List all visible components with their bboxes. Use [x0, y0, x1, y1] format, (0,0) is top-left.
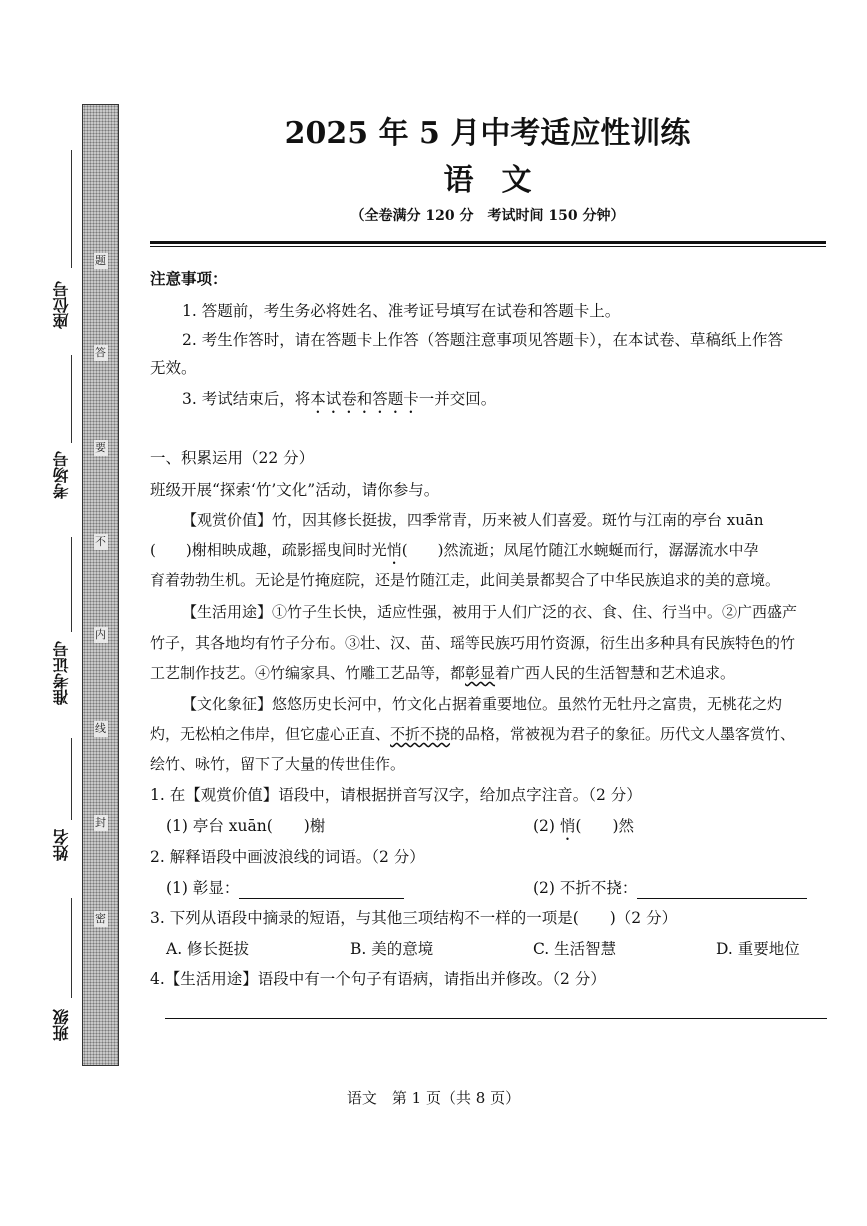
- section-heading: 一、积累运用（22 分）: [150, 449, 315, 467]
- part-text: (2): [533, 817, 560, 835]
- question-3: 3. 下列从语段中摘录的短语，与其他三项结构不一样的一项是( )（2 分）: [150, 909, 678, 927]
- header-rule: [150, 241, 826, 244]
- para-text: 的品格，常被视为君子的象征。历代文人墨客赏竹、: [450, 725, 796, 743]
- strip-char: 不: [95, 535, 106, 548]
- para-text: ( )然流逝；凤尾竹随江水蜿蜒而行，潺潺流水中孕: [401, 541, 759, 559]
- part-text: ( )然: [575, 817, 635, 835]
- wavy-underlined-term: 彰显: [465, 664, 496, 682]
- para3-line3: 绘竹、咏竹，留下了大量的传世佳作。: [150, 755, 406, 773]
- para1-line2: [150, 539, 758, 568]
- name-label: 姓名: [52, 829, 71, 861]
- question-2: 2. 解释语段中画波浪线的词语。（2 分）: [150, 848, 425, 866]
- seat-number-line[interactable]: [71, 150, 72, 268]
- option-a[interactable]: A. 修长挺拔: [166, 940, 250, 958]
- para2-line1: 【生活用途】①竹子生长快，适应性强，被用于人们广泛的衣、食、住、行当中。②广西盛产: [182, 603, 798, 621]
- name-line[interactable]: [71, 738, 72, 820]
- para-text: 工艺制作技艺。④竹编家具、竹雕工艺品等，都: [150, 664, 466, 682]
- dotted-char: 悄: [386, 541, 402, 559]
- question-1-part-1[interactable]: (1) 亭台 xuān( )榭: [166, 817, 326, 835]
- notice-item-1: 1. 答题前，考生务必将姓名、准考证号填写在试卷和答题卡上。: [182, 302, 621, 320]
- header-rule: [150, 246, 826, 247]
- seat-number-label: 座位号: [52, 281, 71, 329]
- para1-line1: 【观赏价值】竹，因其修长挺拔，四季常青，历来被人们喜爱。斑竹与江南的亭台 xuān: [182, 511, 764, 529]
- para2-line3: [150, 662, 735, 684]
- option-b[interactable]: B. 美的意境: [350, 940, 434, 958]
- class-label: 班级: [52, 1009, 71, 1041]
- para-text: 着广西人民的生活智慧和艺术追求。: [495, 664, 736, 682]
- strip-char: 封: [95, 816, 106, 829]
- question-2-part-2: [533, 877, 807, 899]
- ticket-number-line[interactable]: [71, 537, 72, 632]
- notice-text: 一并交回。: [418, 390, 497, 408]
- section-intro: 班级开展“探索‘竹’文化”活动，请你参与。: [150, 481, 440, 499]
- strip-char: 内: [95, 628, 106, 641]
- notice-item-3: [182, 388, 496, 417]
- exam-info: （全卷满分 120 分 考试时间 150 分钟）: [350, 208, 625, 224]
- question-1-part-2[interactable]: [533, 815, 634, 844]
- question-2-part-1: [166, 877, 404, 899]
- room-number-line[interactable]: [71, 355, 72, 443]
- para3-line1: 【文化象征】悠悠历史长河中，竹文化占据着重要地位。虽然竹无牡丹之富贵，无桃花之灼: [182, 695, 783, 713]
- notice-text: 3. 考试结束后，将: [182, 390, 311, 408]
- exam-title: 2025 年 5 月中考适应性训练: [284, 116, 691, 151]
- para1-line3: 育着勃勃生机。无论是竹掩庭院，还是竹随江走，此间美景都契合了中华民族追求的美的意境。: [150, 571, 781, 589]
- wavy-underlined-term: 不折不挠: [390, 725, 451, 743]
- option-c[interactable]: C. 生活智慧: [533, 940, 617, 958]
- class-line[interactable]: [71, 898, 72, 998]
- room-number-label: 考场号: [52, 451, 71, 499]
- notice-item-2: 2. 考生作答时，请在答题卡上作答（答题注意事项见答题卡），在本试卷、草稿纸上作答: [182, 331, 783, 349]
- notice-heading: 注意事项：: [150, 269, 228, 288]
- para3-line2: [150, 723, 795, 745]
- notice-item-2-cont: 无效。: [150, 359, 197, 377]
- para-text: ( )榭相映成趣，疏影摇曳间时光: [150, 541, 387, 559]
- strip-char: 密: [95, 912, 106, 925]
- part-text: (2) 不折不挠：: [533, 879, 638, 897]
- dotted-text: 本试卷和答题卡: [310, 390, 419, 408]
- answer-blank[interactable]: [239, 880, 404, 899]
- ticket-number-label: 准考证号: [52, 641, 71, 705]
- question-4: 4.【生活用途】语段中有一个句子有语病，请指出并修改。（2 分）: [150, 970, 606, 988]
- option-d[interactable]: D. 重要地位: [716, 940, 800, 958]
- answer-blank[interactable]: [637, 880, 807, 899]
- strip-char: 答: [95, 346, 106, 359]
- binding-strip: [82, 104, 119, 1066]
- question-1: 1. 在【观赏价值】语段中，请根据拼音写汉字，给加点字注音。（2 分）: [150, 786, 642, 804]
- strip-char: 题: [95, 254, 106, 267]
- part-text: (1) 彰显：: [166, 879, 240, 897]
- subject-title: 语文: [443, 163, 560, 198]
- strip-char: 要: [95, 441, 106, 454]
- para-text: 灼，无松柏之伟岸，但它虚心正直、: [150, 725, 391, 743]
- page-footer: 语文 第 1 页（共 8 页）: [346, 1089, 521, 1107]
- answer-line[interactable]: [165, 1018, 827, 1019]
- para2-line2: 竹子，其各地均有竹子分布。③壮、汉、苗、瑶等民族巧用竹资源，衍生出多种具有民族特色的竹: [150, 634, 796, 652]
- dotted-char: 悄: [559, 817, 576, 835]
- strip-char: 线: [95, 722, 106, 735]
